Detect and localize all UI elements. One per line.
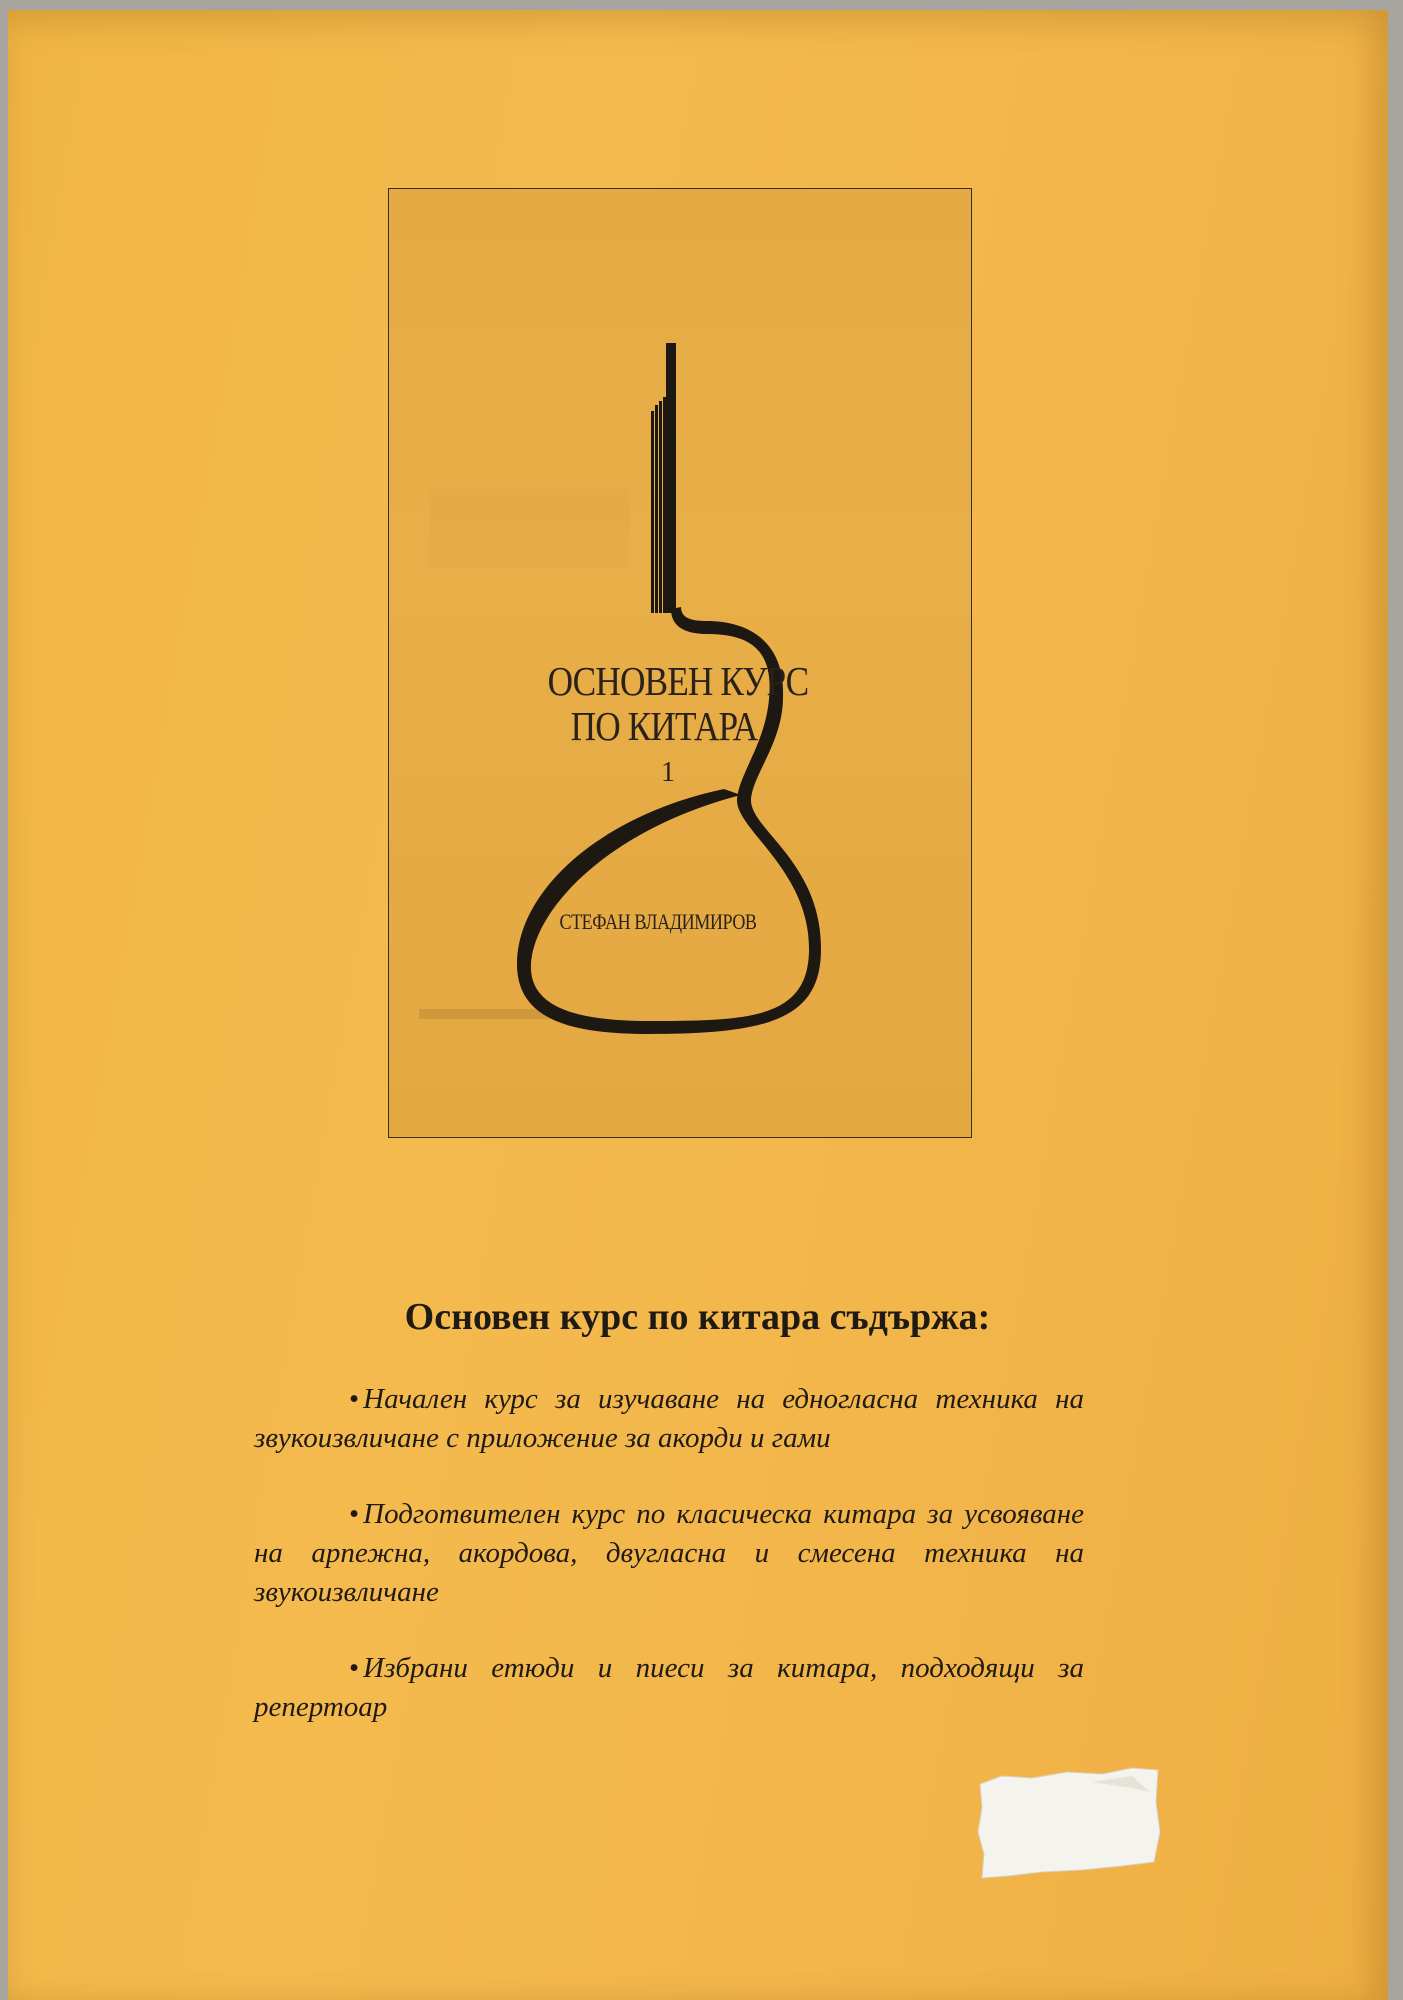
bullet-icon: • — [349, 1383, 360, 1415]
list-item-text: Подготвителен курс по класическа китара за усвояване на арпежна, акордова, двугласна и смесена техника на звукоизвличане — [254, 1498, 1084, 1608]
bullet-icon: • — [349, 1652, 360, 1684]
inset-title-line2: ПО КИТАРА — [570, 703, 758, 749]
list-item — [254, 1495, 1084, 1612]
book-back-cover — [8, 10, 1388, 2000]
inset-title-line1: ОСНОВЕН КУРС — [547, 658, 809, 704]
list-item — [254, 1649, 1084, 1727]
list-item-text: Избрани етюди и пиеси за китара, подходящи за репертоар — [254, 1652, 1084, 1723]
list-item-text: Начален курс за изучаване на едногласна техника на звукоизвличане с приложение за акорди и гами — [254, 1383, 1084, 1454]
inset-author-name: СТЕФАН ВЛАДИМИРОВ — [559, 909, 757, 934]
bullet-icon: • — [349, 1498, 360, 1530]
contents-heading: Основен курс по китара съдържа: — [404, 1296, 991, 1338]
front-cover-thumbnail — [388, 188, 972, 1138]
list-item — [254, 1380, 1084, 1458]
contents-list — [254, 1380, 1084, 1764]
torn-price-sticker — [972, 1762, 1162, 1880]
inset-volume-number: 1 — [661, 757, 675, 788]
